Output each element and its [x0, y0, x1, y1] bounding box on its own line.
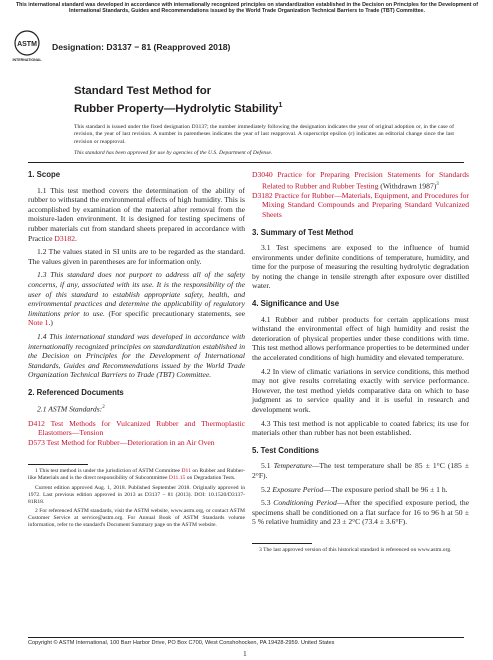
para-1-1-end: .: [75, 233, 77, 243]
para-5-3-text: —After the specified exposure period, the specimens shall be conditioned on a flat surface for 16 to 96 h at 50 ± 5 % relative humidity and 23 ± 2°C (73.4 ± 3.6°F).: [252, 498, 470, 527]
page-number: 1: [243, 649, 247, 658]
para-1-3-mid: (For specific precautionary statements, see: [104, 308, 245, 318]
left-column: [28, 170, 245, 531]
ref-d3040-title[interactable]: Practice for Preparing Precision Statements for Standards Related to Rubber and Rubber Testing: [262, 170, 469, 191]
title-line-1: Standard Test Method for: [74, 85, 212, 97]
para-5-2-text: —The exposure period shall be 96 ± 1 h.: [323, 484, 448, 494]
footnote-divider: [28, 464, 88, 465]
para-4-1: 4.1 Rubber and rubber products for certain applications must withstand the environmental effect of high humidity and resist the deterioration of physical properties under these conditions with time. This test method allows performance properties to be determined under the accelerated conditions of high humidity and elevated temperature.: [252, 314, 469, 363]
ref-d412-title[interactable]: Test Methods for Vulcanized Rubber and Thermoplastic Elastomers—Tension: [38, 418, 245, 438]
footnote-3: 3 The last approved version of this historical standard is referenced on www.astm.org.: [259, 546, 452, 553]
para-5-1: [252, 461, 469, 480]
footnote-1: [28, 468, 245, 482]
title-footnote-mark: 1: [278, 101, 283, 109]
ref-d3040-withdrawn: (Withdrawn 1987): [378, 181, 437, 191]
refdocs-heading: 2. Referenced Documents: [28, 387, 124, 397]
astm-logo-icon: [14, 30, 40, 66]
ref-d573-link[interactable]: D573: [28, 437, 45, 447]
para-5-2-term: Exposure Period: [272, 484, 324, 494]
title-line-2: [74, 99, 282, 116]
para-5-1-label: 5.1: [261, 461, 274, 471]
reference-item: [28, 438, 245, 448]
ref-d3182-item-link[interactable]: D3182: [252, 190, 273, 200]
ref-d3040-link[interactable]: D3040: [252, 170, 273, 179]
ref-d3182-title[interactable]: Practice for Rubber—Materials, Equipment, and Procedures for Mixing Standard Compounds and Preparing Standard Vulcanized Sheets: [262, 190, 469, 219]
para-5-1-term: Temperature: [273, 461, 312, 471]
astm-logo: [14, 30, 40, 66]
para-3-1: 3.1 Test specimens are exposed to the influence of humid environments under definite conditions of temperature, humidity, and time for the purpose of measuring the resulting hydrolytic degradation by noting the change in tensile strength after exposure over distilled water.: [252, 243, 469, 291]
para-1-1: [28, 186, 245, 244]
issued-note: This standard is issued under the fixed designation D3137; the number immediately following the designation indicates the year of original adoption or, in the case of revision, the year of last revision. A number in parentheses indicates the year of last reapproval. A superscript epsilon (ε) indicates an editorial change since the last revision or reapproval.: [74, 124, 454, 145]
footer-copyright: Copyright © ASTM International, 100 Barr Harbor Drive, PO Box C700, West Conshohocken, PA 19428-2959. United States: [28, 640, 335, 646]
reference-list: [28, 419, 245, 448]
footnote-1-text: 1 This test method is under the jurisdiction of ASTM Committee: [35, 468, 182, 475]
para-1-3: [28, 270, 245, 328]
para-1-2: 1.2 The values stated in SI units are to be regarded as the standard. The values given in parentheses are for information only.: [28, 247, 245, 266]
tbt-notice: This international standard was developed in accordance with internationally recognized principles on standardization established in the Decision on Principles for the Development of International Standards, Guides and Recommendations issued by the World Trade Organization Technical Barriers to Trade (TBT) Committee.: [15, 2, 479, 15]
footnote-1-mid: on Rubber and Rubber-like Materials and is the direct responsibility of Subcommittee: [28, 468, 245, 482]
title-text: Rubber Property—Hydrolytic Stability: [74, 102, 279, 115]
para-1-1-text: 1.1 This test method covers the determination of the ability of rubber to withstand the environmental effects of high humidity. This is accomplished by examination of the material after removal from the moisture-laden environment. It is designed for testing specimens of rubber materials cut from standard sheets prepared in accordance with Practice: [28, 185, 245, 243]
para-5-3-term: Conditioning Period: [273, 498, 337, 508]
conditions-heading: 5. Test Conditions: [252, 445, 319, 455]
para-1-3-end: .): [48, 318, 53, 328]
right-footnotes: [252, 547, 469, 554]
para-5-2: [252, 485, 469, 495]
reference-item: [28, 419, 245, 438]
para-5-3-label: 5.3: [261, 498, 274, 508]
astm-footnote-mark: 2: [102, 405, 105, 411]
reference-item: [252, 191, 469, 220]
svg-text:ASTM: ASTM: [17, 41, 37, 48]
astm-standards-text: 2.1 ASTM Standards:: [37, 405, 103, 414]
reference-list-continued: [252, 170, 469, 220]
note-1-link[interactable]: Note 1: [28, 318, 49, 328]
ref-d412-link[interactable]: D412: [28, 418, 45, 428]
para-5-1-text: —The test temperature shall be 85 ± 1°C (185 ± 2°F).: [252, 461, 470, 480]
summary-heading: 3. Summary of Test Method: [252, 227, 354, 237]
para-4-2: 4.2 In view of climatic variations in service conditions, this method may not give results correlating exactly with service performance. However, the test method yields comparative data on which to base judgment as to service quality and it is useful in research and development work.: [252, 366, 469, 414]
para-1-3-text: 1.3 This standard does not purport to address all of the safety concerns, if any, associated with its use. It is the responsibility of the user of this standard to establish appropriate safety, health, and environmental practices and determine the applicability of regulatory limitations prior to use.: [28, 270, 245, 318]
para-1-4: 1.4 This international standard was developed in accordance with internationally recognized principles on standardization established in the Decision on Principles for the Development of International Standards, Guides and Recommendations issued by the World Trade Organization Technical Barriers to Trade (TBT) Committee.: [28, 331, 245, 380]
para-5-2-label: 5.2: [261, 484, 273, 494]
withdrawn-footnote-mark: 3: [436, 181, 439, 187]
ref-d3182-link[interactable]: D3182: [54, 233, 76, 243]
significance-heading: 4. Significance and Use: [252, 299, 340, 309]
scope-heading: 1. Scope: [28, 170, 61, 179]
para-5-3: [252, 498, 469, 527]
footer-divider: [28, 637, 464, 638]
reference-item: [252, 170, 469, 191]
footnote-1-end: on Degradation Tests.: [185, 475, 236, 482]
designation: Designation: D3137 − 81 (Reapproved 2018): [52, 42, 231, 52]
footnote-1-edition: Current edition approved Aug. 1, 2018. Published September 2018. Originally approved in 1972. Last previous edition approved in 2013 as D3137 – 81 (2013). DOI: 10.1520/D3137-81R18.: [28, 484, 245, 505]
approved-note: This standard has been approved for use by agencies of the U.S. Department of Defense.: [74, 150, 273, 156]
footnote-2: 2 For referenced ASTM standards, visit the ASTM website, www.astm.org, or contact ASTM Customer Service at service@astm.org. For Annual Book of ASTM Standards volume information, refer to the standard's Document Summary page on the ASTM website.: [28, 507, 245, 529]
subcommittee-link[interactable]: D11.15: [168, 475, 186, 482]
logo-text: INTERNATIONAL: [12, 58, 42, 62]
header-divider: [28, 162, 464, 163]
right-column: [252, 170, 469, 556]
committee-d11-link[interactable]: D11: [181, 468, 191, 475]
left-footnotes: [28, 468, 245, 529]
page-title: [74, 85, 282, 116]
footnote-divider-right: [252, 543, 312, 544]
para-4-3: 4.3 This test method is not applicable to coated fabrics; its use for materials other than rubber has not been established.: [252, 418, 469, 438]
ref-d573-title[interactable]: Test Method for Rubber—Deterioration in an Air Oven: [44, 437, 215, 447]
astm-standards-label: [28, 403, 245, 414]
